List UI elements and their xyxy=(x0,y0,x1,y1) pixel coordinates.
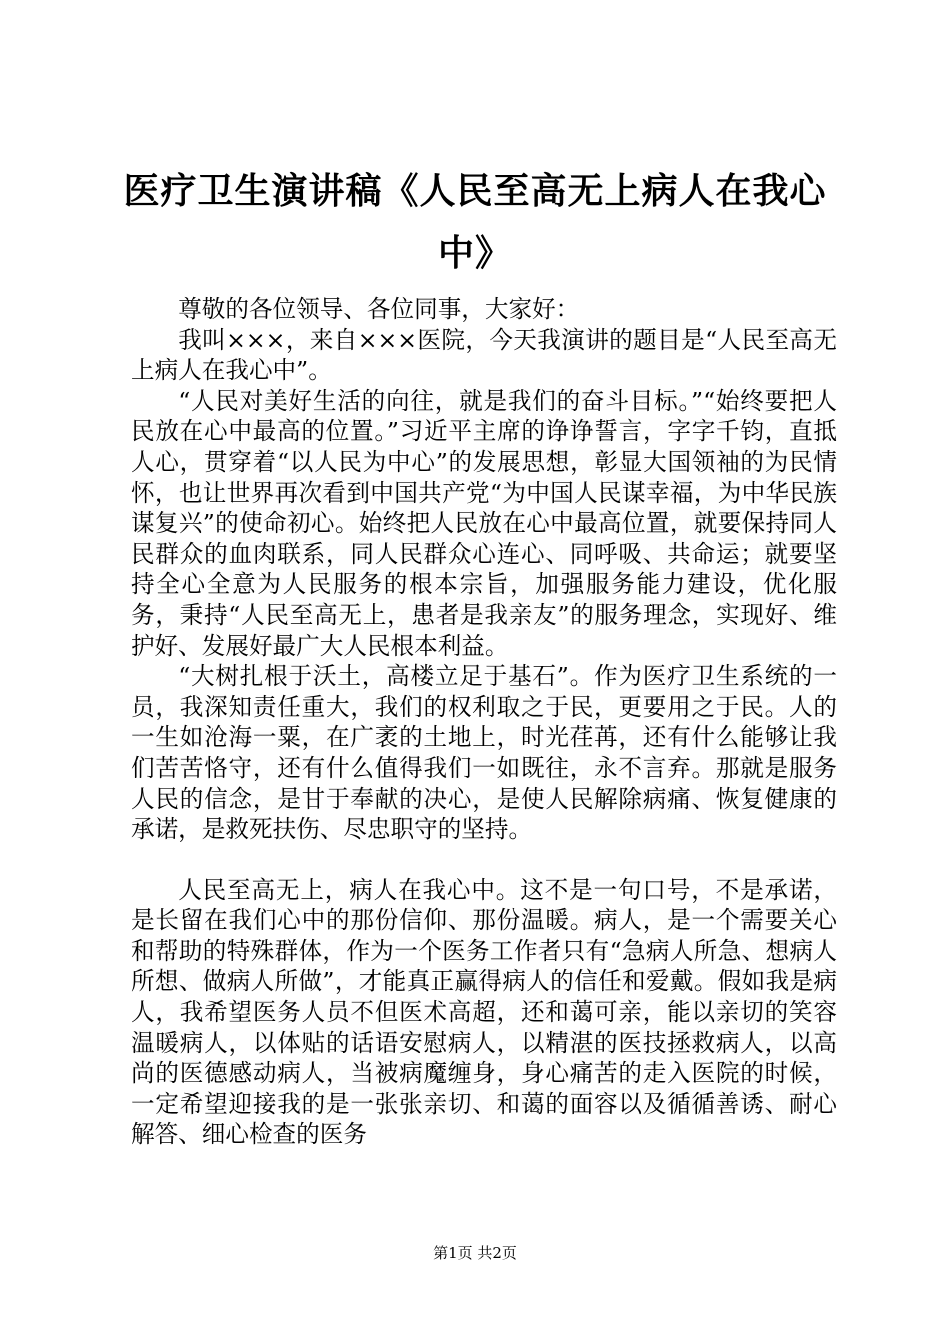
paragraph-patient: 人民至高无上，病人在我心中。这不是一句口号，不是承诺，是长留在我们心中的那份信仰、那份温暖。病人，是一个需要关心和帮助的特殊群体，作为一个医务工作者只有“急病人所急、想病人所想、做病人所做”，才能真正赢得病人的信任和爱戴。假如我是病人，我希望医务人员不但医术高超，还和蔼可亲，能以亲切的笑容温暖病人，以体贴的话语安慰病人，以精湛的医技拯救病人，以高尚的医德感动病人，当被病魔缠身，身心痛苦的走入医院的时候，一定希望迎接我的是一张张亲切、和蔼的面容以及循循善诱、耐心解答、细心检查的医务 xyxy=(131,875,837,1149)
paragraph-quote: “人民对美好生活的向往，就是我们的奋斗目标。”“始终要把人民放在心中最高的位置。”习近平主席的诤诤誓言，字字千钧，直抵人心，贯穿着“以人民为中心”的发展思想，彰显大国领袖的为民情怀，也让世界再次看到中国共产党“为中国人民谋幸福，为中华民族谋复兴”的使命初心。始终把人民放在心中最高位置，就要保持同人民群众的血肉联系，同人民群众心连心、同呼吸、共命运；就要坚持全心全意为人民服务的根本宗旨，加强服务能力建设，优化服务，秉持“人民至高无上，患者是我亲友”的服务理念，实现好、维护好、发展好最广大人民根本利益。 xyxy=(131,386,837,660)
paragraph-greeting: 尊敬的各位领导、各位同事，大家好： xyxy=(178,295,580,323)
paragraph-intro: 我叫×××，来自×××医院，今天我演讲的题目是“人民至高无上病人在我心中”。 xyxy=(131,325,837,385)
page-title: 医疗卫生演讲稿《人民至高无上病人在我心中》 xyxy=(123,170,827,274)
paragraph-tree: “大树扎根于沃土，高楼立足于基石”。作为医疗卫生系统的一员，我深知责任重大，我们的权利取之于民，更要用之于民。人的一生如沧海一粟，在广袤的土地上，时光荏苒，还有什么能够让我们苦苦恪守，还有什么值得我们一如既往，永不言弃。那就是服务人民的信念，是甘于奉献的决心，是使人民解除病痛、恢复健康的承诺，是救死扶伤、尽忠职守的坚持。 xyxy=(131,662,837,844)
page-footer: 第1页 共2页 xyxy=(433,1244,517,1262)
document-body xyxy=(131,294,837,1150)
